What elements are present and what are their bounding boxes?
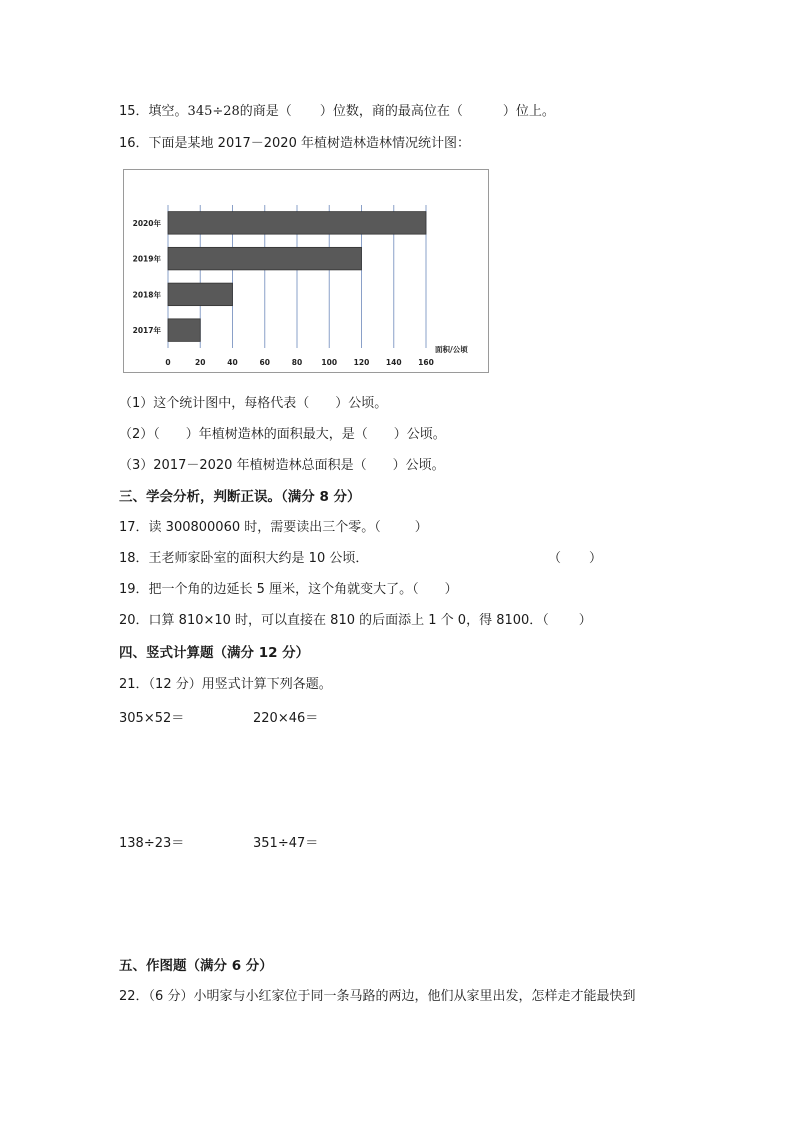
q16-2-text-b: ）年植树造林的面积最大，是（	[185, 427, 368, 442]
q16-2-text-a: （2）（	[119, 427, 160, 442]
category-label: 2017年	[132, 326, 161, 336]
question-15	[119, 103, 555, 121]
tick-label: 20	[195, 358, 206, 367]
tick-label: 40	[227, 358, 238, 367]
q19-text-b: ）	[444, 582, 458, 597]
q18-text-c: ）	[589, 551, 603, 566]
tick-label: 120	[353, 358, 370, 367]
q18-text-a: 18．王老师家卧室的面积大约是 10 公顷．	[119, 551, 369, 566]
q15-text-1: 的商是（	[239, 104, 292, 119]
q16-2-text-c: ）公顷。	[393, 427, 446, 442]
calc-problem: 351÷47＝	[253, 836, 319, 851]
tick-label: 60	[259, 358, 270, 367]
q17-text-a: 17．读 300800060 时，需要读出三个零。（	[119, 520, 381, 535]
question-16-3	[119, 457, 445, 475]
q15-text-2: ）位数，商的最高位在（	[319, 104, 463, 119]
tick-label: 100	[321, 358, 338, 367]
bar-chart	[123, 169, 489, 373]
q15-text-3: ）位上。	[502, 104, 555, 119]
question-16-intro: 16．下面是某地 2017－2020 年植树造林造林情况统计图：	[119, 136, 470, 151]
q16-1-text-b: ）公顷。	[335, 396, 388, 411]
q20-text-a: 20．口算 810×10 时，可以直接在 810 的后面添上 1 个 0，得 8100．（	[119, 613, 549, 628]
q15-expression: 345÷28	[187, 104, 240, 119]
question-17	[119, 519, 428, 537]
tick-label: 160	[418, 358, 434, 367]
question-16-1	[119, 395, 387, 413]
question-21: 21．（12 分）用竖式计算下列各题。	[119, 677, 332, 692]
q18-text-b: （	[548, 551, 562, 566]
question-20	[119, 612, 592, 630]
bar-chart-svg	[124, 170, 490, 374]
q16-3-text-b: ）公顷。	[392, 458, 445, 473]
q16-1-text-a: （1）这个统计图中，每格代表（	[119, 396, 310, 411]
tick-label: 140	[385, 358, 402, 367]
q17-text-b: ）	[414, 520, 428, 535]
q20-text-b: ）	[578, 613, 592, 628]
question-19	[119, 581, 458, 599]
q16-3-text-a: （3）2017－2020 年植树造林总面积是（	[119, 458, 367, 473]
question-18-answer	[548, 550, 602, 568]
question-18	[119, 550, 368, 568]
q19-text-a: 19．把一个角的边延长 5 厘米，这个角就变大了。（	[119, 582, 419, 597]
section-5-title: 五、作图题（满分 6 分）	[119, 958, 273, 974]
bar	[168, 247, 362, 270]
calc-problem: 138÷23＝	[119, 836, 185, 851]
category-label: 2020年	[132, 218, 161, 228]
tick-label: 0	[165, 358, 171, 367]
category-label: 2018年	[132, 290, 161, 300]
calc-problem: 220×46＝	[253, 711, 319, 726]
bar	[168, 212, 426, 235]
tick-label: 80	[291, 358, 303, 367]
category-label: 2019年	[132, 254, 161, 264]
calc-problem: 305×52＝	[119, 711, 185, 726]
section-4-title: 四、竖式计算题（满分 12 分）	[119, 645, 310, 661]
section-3-title: 三、学会分析，判断正误。（满分 8 分）	[119, 489, 361, 505]
axis-label: 面积/公顷	[435, 345, 468, 354]
question-22: 22．（6 分）小明家与小红家位于同一条马路的两边，他们从家里出发，怎样走才能最快到	[119, 989, 636, 1004]
bar	[168, 319, 200, 342]
q15-prefix: 15．填空。	[119, 104, 188, 119]
bar	[168, 283, 233, 306]
question-16-2	[119, 426, 446, 444]
